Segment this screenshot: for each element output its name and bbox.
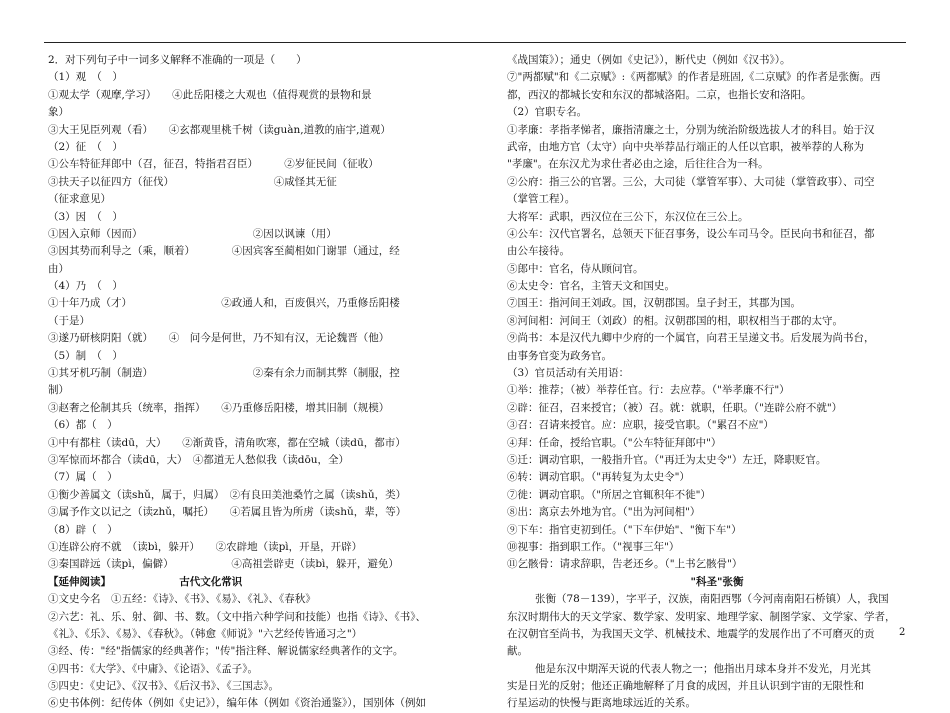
left-line: ③经、传："经"指儒家的经典著作；"传"指注释、解说儒家经典著作的文字。 [48, 645, 404, 658]
right-line: ④公车：汉代官署名，总领天下征召事务，设公车司马令。臣民向书和征召，都 [507, 227, 875, 240]
left-line: （4）乃 （ ） [48, 280, 123, 293]
left-line: ⑥史书体例：纪传体（例如《史记》），编年体（例如《资治通鉴》），国别体（例如 [48, 697, 426, 710]
right-line: 武帝，由地方官（太守）向中央举荐品行端正的人任以官职，被举荐的人称为 [507, 140, 864, 153]
left-line: ①公车特征拜郎中（召，征召，特指君召臣） ②岁征民间（征收） [48, 158, 379, 171]
right-line: ⑦国王：指河间王刘政。国，汉朝郡国。皇子封王，其郡为国。 [507, 297, 801, 310]
right-line: （掌管工程）。 [507, 193, 576, 206]
left-line: ①衡少善属文（读shǔ，属于，归属） ②有良田美池桑竹之属（读shǔ，类） [48, 488, 407, 501]
left-line: ③扶天子以征四方（征伐） ④咸怪其无征 [48, 175, 337, 188]
left-line: ①其牙机巧制（制造） ②秦有余力而制其弊（制服，控 [48, 367, 400, 380]
right-line: ⑥转：调动官职。（"再转复为太史令"） [507, 471, 690, 484]
right-line: ⑧出：离京去外地为官。（"出为河间相"） [507, 506, 701, 519]
left-line: ③因其势而利导之（乘，顺着） ④因宾客至蔺相如门谢罪（通过，经 [48, 245, 400, 258]
right-line: ⑧河间相：河间王（刘政）的相。汉朝郡国的相，职权相当于郡的太守。 [507, 314, 843, 327]
right-line: ⑪乞骸骨：请求辞职，告老还乡。（"上书乞骸骨"） [507, 558, 743, 571]
left-line: ②六艺：礼、乐、射、御、书、数。（文中指六种学问和技能）也指《诗》、《书》、 [48, 610, 426, 623]
right-line: 都，西汉的都城长安和东汉的都城洛阳。二京，也指长安和洛阳。 [507, 88, 812, 101]
right-line: 《战国策》）；通史（例如《史记》），断代史（例如《汉书》）。 [507, 54, 791, 66]
right-line: 东汉时期伟大的天文学家、数学家、发明家、地理学家、制图学家、文学家、学者， [507, 610, 896, 623]
section-title: "科圣"张衡 [690, 575, 744, 588]
right-line: ②公府：指三公的官署。三公，大司徒（掌管军事）、大司徒（掌管政事）、司空 [507, 175, 875, 188]
right-line: （2）官职专名。 [507, 106, 588, 119]
right-line: 由公车接待。 [507, 245, 570, 258]
right-line: 他是东汉中期浑天说的代表人物之一；他指出月球本身并不发光，月光其 [535, 662, 871, 675]
left-line: （于是） [48, 314, 90, 327]
right-line: ⑤郎中：官名，侍从顾问官。 [507, 262, 644, 275]
left-line: ①中有都柱（读dū，大） ②渐黄昏，清角吹寒，都在空城（读dū，都市） [48, 436, 406, 449]
right-line: ⑩视事：指到职工作。（"视事三年"） [507, 540, 680, 553]
left-line: 制） [48, 384, 69, 397]
right-line: 行星运动的快慢与距离地球远近的关系。 [507, 697, 696, 710]
right-line: 大将军：武职，西汉位在三公下，东汉位在三公上。 [507, 210, 749, 223]
right-line: 实是日光的反射；他还正确地解释了月食的成因，并且认识到宇宙的无限性和 [507, 680, 864, 693]
right-line: ⑤迁：调动官职，一般指升官。（"再迁为太史令"）左迁，降职贬官。 [507, 453, 827, 466]
right-line: 献。 [507, 645, 528, 658]
left-line: （1）观 （ ） [48, 71, 123, 84]
right-line: ④拜：任命，授给官职。（"公车特征拜郎中"） [507, 436, 722, 449]
left-line: （5）制 （ ） [48, 349, 123, 362]
right-line: 在汉朝官至尚书，为我国天文学、机械技术、地震学的发展作出了不可磨灭的贡 [507, 627, 875, 640]
right-line: ⑦"两都赋"和《二京赋》:《两都赋》的作者是班固,《二京赋》的作者是张衡。西 [507, 71, 881, 84]
left-line: ①因入京师（因而） ②因以讽谏（用） [48, 227, 337, 240]
right-line: 张衡（78－139），字平子，汉族，南阳西鄂（今河南南阳石桥镇）人，我国 [535, 593, 889, 606]
left-line: ③赵奢之伦制其兵（统率，指挥） ④乃重修岳阳楼，增其旧制（规模） [48, 401, 390, 414]
left-line: ③秦国辟远（读pì，偏僻） ④高祖尝辟吏（读bì，躲开，避免） [48, 558, 399, 571]
left-line: ③军惊而坏都合（读dū，大） ④都道无人愁似我（读dōu，全） [48, 453, 350, 466]
left-line: 《礼》、《乐》、《易》、《春秋》。（韩愈《师说》"六艺经传皆通习之"） [48, 627, 363, 640]
page-number: 2 [899, 627, 906, 638]
right-column [507, 52, 927, 713]
left-line: 由） [48, 262, 69, 275]
left-line: ①十年乃成（才） ②政通人和，百废俱兴，乃重修岳阳楼 [48, 297, 400, 310]
right-line: ⑦徙：调动官职。（"所居之官辄积年不徙"） [507, 488, 711, 501]
left-line: （8）辟（ ） [48, 523, 118, 536]
left-line: 2．对下列句子中一词多义解释不准确的一项是（ ） [48, 54, 307, 66]
right-line: "孝廉"。在东汉尤为求仕者必由之途，后往往合为一科。 [507, 158, 769, 171]
right-line: 由事务官变为政务官。 [507, 349, 612, 362]
right-line: （3）官员活动有关用语： [507, 367, 630, 380]
right-line: ①孝廉：孝指孝悌者，廉指清廉之士，分别为统治阶级选拔人才的科目。始于汉 [507, 123, 875, 136]
left-line: （6）都（ ） [48, 419, 118, 432]
left-line: ③属予作文以记之（读zhǔ，嘱托） ④若属且皆为所虏（读shǔ，辈，等） [48, 506, 407, 519]
left-line: ①观太学（观摩,学习） ④此岳阳楼之大观也（值得观赏的景物和景 [48, 88, 372, 101]
left-line: ④四书：《大学》、《中庸》、《论语》、《孟子》。 [48, 662, 258, 675]
left-line: 象） [48, 106, 69, 119]
right-line: ⑨尚书：本是汉代九卿中少府的一个属官，向君王呈递文书。后发展为尚书台， [507, 332, 875, 345]
left-line: ③遂乃研核阴阳（就） ④ 问今是何世，乃不知有汉，无论魏晋（他） [48, 332, 390, 345]
left-line: 【延伸阅读】 古代文化常识 [48, 575, 243, 588]
left-line: ⑤四史：《史记》、《汉书》、《后汉书》、《三国志》。 [48, 680, 279, 693]
left-line: （3）因 （ ） [48, 210, 123, 223]
left-line: （7）属（ ） [48, 471, 118, 484]
left-line: （征求意见） [48, 193, 111, 206]
left-line: ①连辟公府不就 （读bì，躲开） ②农辟地（读pì，开垦，开辟） [48, 540, 363, 553]
right-line: ⑨下车：指官吏初到任。（"下车伊始"、"衡下车"） [507, 523, 742, 536]
left-column [48, 52, 468, 713]
left-line: ③大王见臣列观（看） ④玄都观里桃千树（读guàn,道教的庙宇,道观） [48, 123, 391, 136]
left-line: （2）征 （ ） [48, 140, 123, 153]
right-line: ②辟：征召，召来授官；（被）召。就：就职，任职。（"连辟公府不就"） [507, 401, 843, 414]
right-line: ③召：召请来授官。应：应职，接受官职。（"累召不应"） [507, 419, 774, 432]
left-line: ①文史今名 ①五经：《诗》、《书》、《易》、《礼》、《春秋》 [48, 593, 316, 606]
right-line: ⑥太史令：官名，主管天文和国史。 [507, 280, 675, 293]
right-line: ①举：推荐；（被）举荐任官。行：去应荐。（"举孝廉不行"） [507, 384, 790, 397]
header-rule [44, 42, 906, 43]
